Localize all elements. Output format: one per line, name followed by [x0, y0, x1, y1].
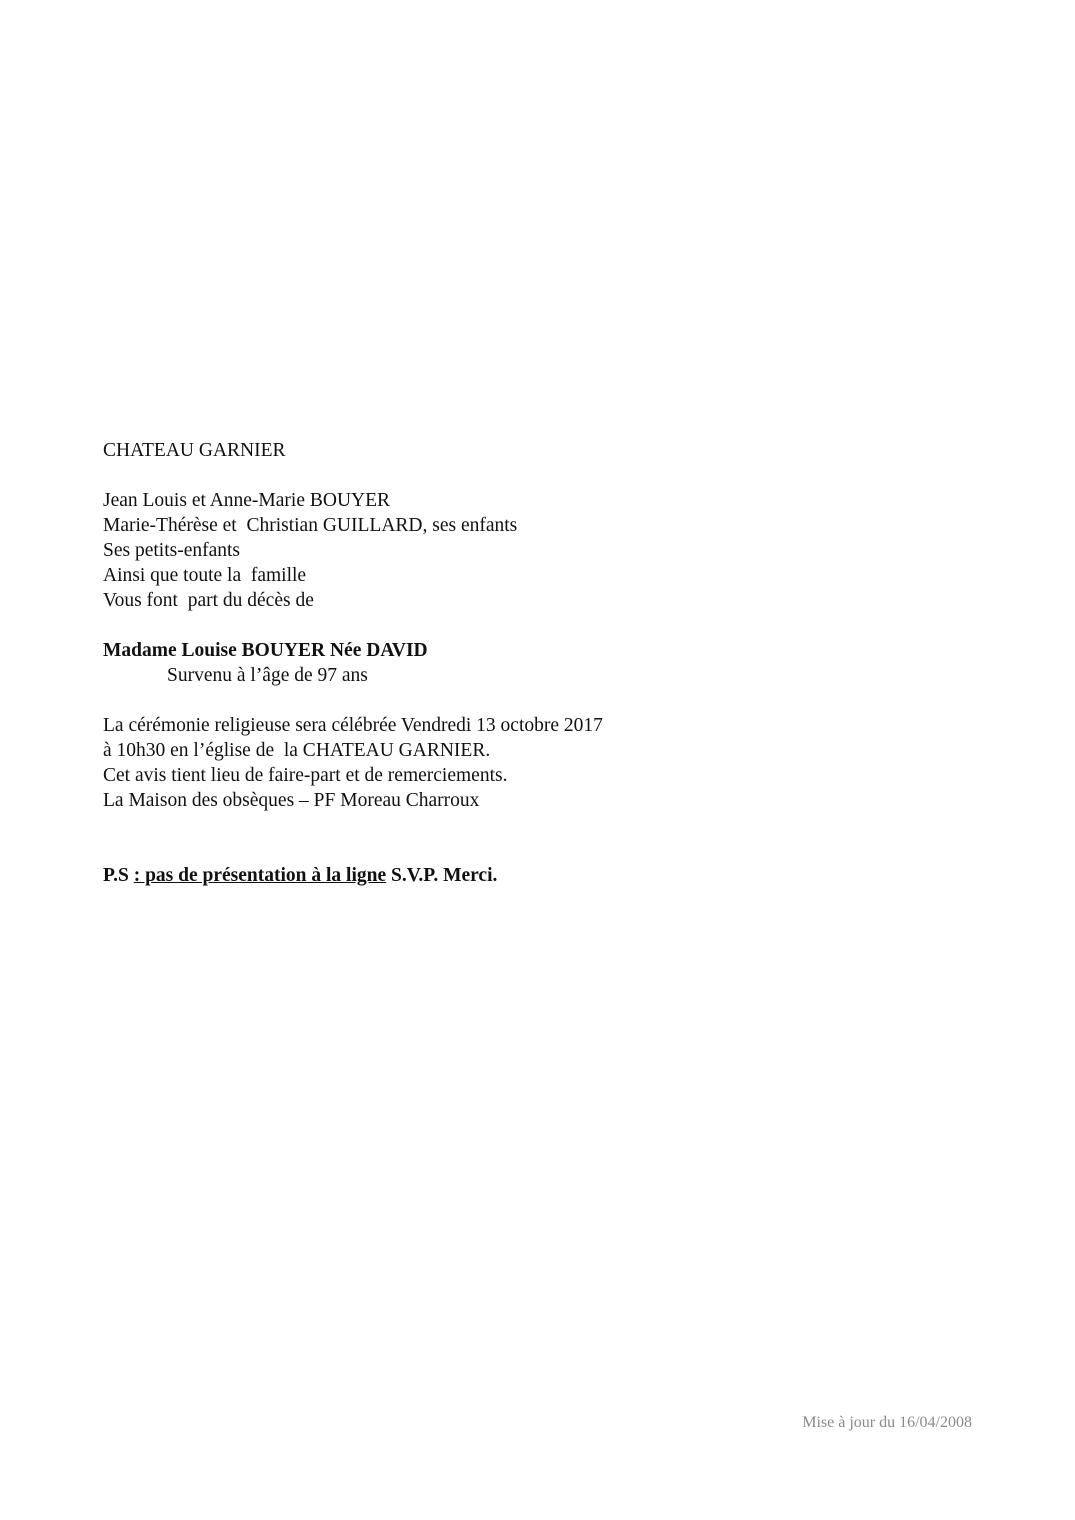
family-line: Ses petits-enfants	[103, 540, 241, 561]
deceased-age-line: Survenu à l’âge de 97 ans	[167, 665, 368, 686]
family-line: Ainsi que toute la famille	[103, 565, 307, 586]
ps-prefix: P.S	[103, 865, 134, 886]
ps-underlined-text: : pas de présentation à la ligne	[133, 865, 387, 886]
ceremony-line: La Maison des obsèques – PF Moreau Charroux	[103, 790, 480, 811]
ceremony-line: à 10h30 en l’église de la CHATEAU GARNIER.	[103, 740, 491, 761]
family-line: Vous font part du décès de	[103, 590, 314, 611]
family-line: Marie-Thérèse et Christian GUILLARD, ses enfants	[103, 515, 518, 536]
ps-note	[103, 863, 497, 888]
family-line: Jean Louis et Anne-Marie BOUYER	[103, 490, 391, 511]
deceased-name: Madame Louise BOUYER Née DAVID	[103, 640, 428, 661]
ps-suffix: S.V.P. Merci.	[386, 865, 498, 886]
town-heading: CHATEAU GARNIER	[103, 440, 286, 461]
ceremony-line: La cérémonie religieuse sera célébrée Vendredi 13 octobre 2017	[103, 715, 603, 736]
ceremony-line: Cet avis tient lieu de faire-part et de remerciements.	[103, 765, 508, 786]
update-footer: Mise à jour du 16/04/2008	[802, 1414, 972, 1431]
